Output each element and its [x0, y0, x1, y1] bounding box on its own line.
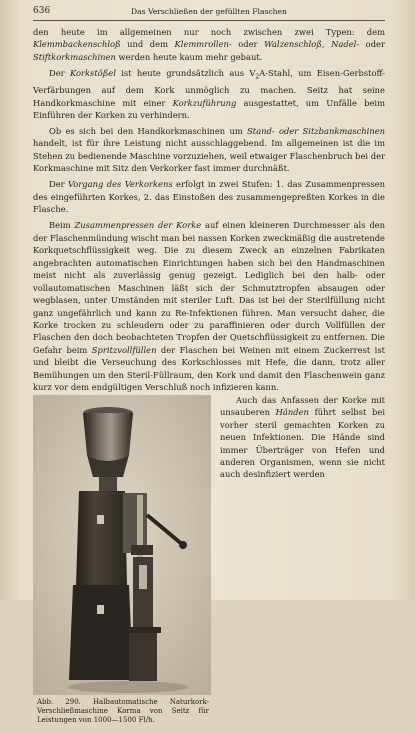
page-header	[33, 4, 385, 21]
running-title: Das Verschließen der gefüllten Flaschen	[131, 7, 287, 16]
figure-caption: Abb. 290. Halbautomatische Naturkork-Verschließmaschine Korma von Seitz für Leistungen von 1000—1500 Fl/h.	[37, 697, 209, 725]
paragraph-1: den heute im allgemeinen nur noch zwischen zwei Typen: dem Klemmbackenschloß und dem Klemmrollen- oder Walzenschloß, Nadel- oder Stiftkorkmaschinen werden heute kaum mehr gebaut.	[33, 27, 385, 62]
figure-290	[33, 395, 211, 733]
page-number: 636	[33, 6, 51, 16]
paragraph-4: Der Vorgang des Verkorkens erfolgt in zwei Stufen: 1. das Zusammenpressen des eingeführten Korkes, 2. das Einstoßen des zusammengepreßten Korkes in die Flasche.	[33, 179, 385, 215]
body-text	[33, 26, 386, 725]
paragraph-6: Auch das Anfassen der Korke mit unsauberen Händen führt selbst bei vorher steril gemachten Korken zu neuen Infektionen. Die Hände sind immer Überträger von Hefen und anderen Organismen, wenn sie nicht auch desinfiziert werden	[220, 394, 386, 480]
paragraph-3: Ob es sich bei den Handkorkmaschinen um Stand- oder Sitzbankmaschinen handelt, ist für ihre Leistung nicht ausschlaggebend. Im allgemeinen ist die im Stehen zu bedienende Maschine vorzuziehen, weil etwaiger Flaschenbruch bei der Korkmaschine mit Sitz den Verkorker fast immer durchnäßt.	[33, 126, 386, 174]
paragraph-5: Beim Zusammenpressen der Korke auf einen kleineren Durchmesser als den der Flaschenmündung wischt man bei nassen Korken zweckmäßig die austretende Korkquetschflüssigkeit weg. Die zu diesem Zweck an einzelnen Fabrikaten angebrachten automatischen Einrichtungen haben sich bei den Handmaschinen meist nicht als zuverlässig genug gezeigt. Lediglich bei den halb- oder vollautomatischen Maschinen läßt sich der Schmutztropfen absaugen oder wegblasen, unter Umständen mit steriler Luft. Das ist bei der Sterilfüllung nicht ganz ungefährlich und kann zu Re-Infektionen führen. Man versucht daher, die Korke trocken zu schleudern oder zu paraffinieren oder durch Vollfüllen der Flaschen den doch beobachteten Tropfen der Quetschflüssigkeit zu entfernen. Die Gefahr beim Spritzvollfüllen der Flaschen bei Weinen mit einem Zuckerrest ist und bleibt die Verseuchung des Korkschlosses mit Hefe, die dann, trotz aller Bemühungen um den Steril-Füllraum, den Kork und damit den Flaschenwein ganz kurz vor dem endgültigen Verschluß noch infizieren kann.	[33, 220, 385, 393]
corking-machine-illustration	[33, 395, 211, 695]
paragraph-2: Der Korkstößel ist heute grundsätzlich aus $V_2A$-Stahl, um Eisen-Gerbstoff-Verfärbungen auf dem Kork unmöglich zu machen. Seitz hat seine Handkorkmaschine mit einer Korkzuführung ausgestattet, um Unfälle beim Einführen der Korken zu verhindern.	[33, 67, 385, 120]
